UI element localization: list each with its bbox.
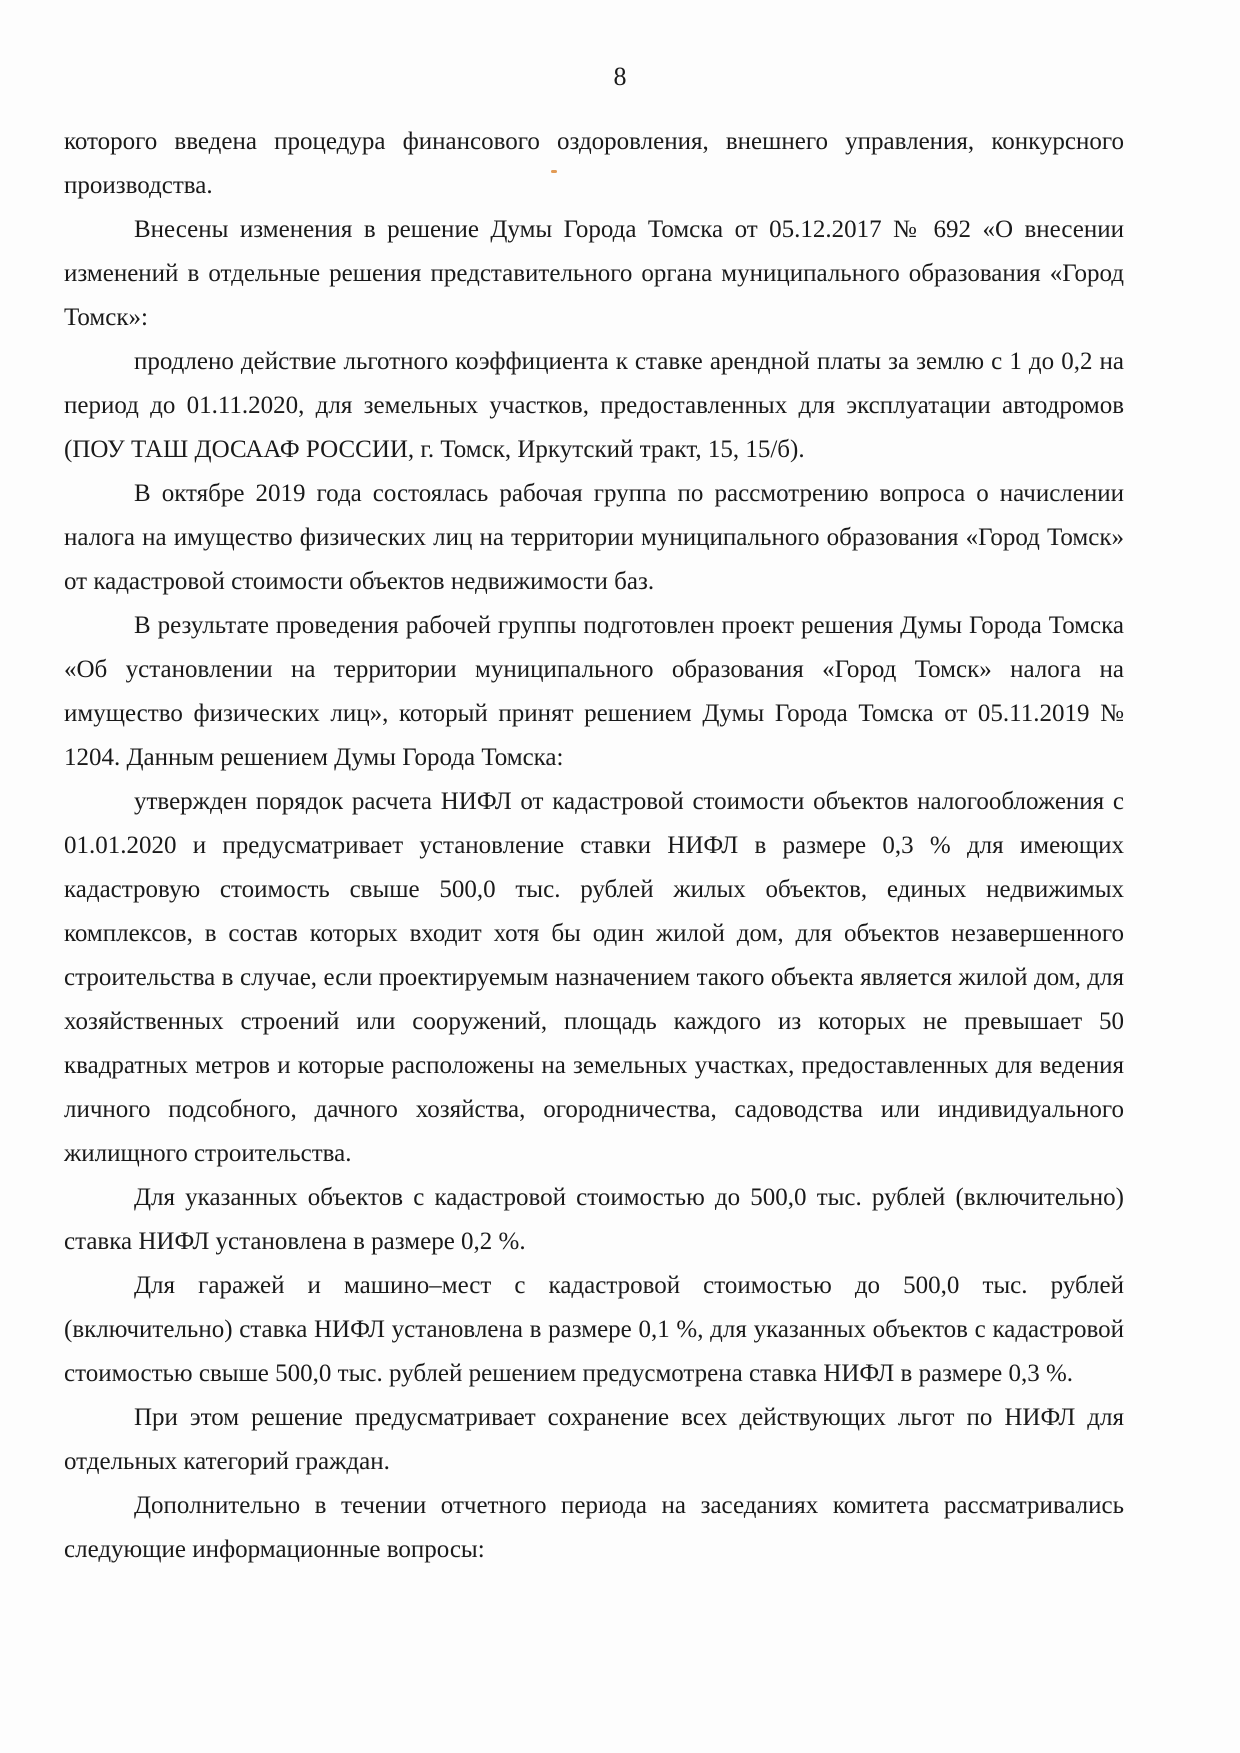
paragraph-nifl-order: утвержден порядок расчета НИФЛ от кадастровой стоимости объектов налогообложения с 01.01.2020 и предусматривает установление ставки НИФЛ в размере 0,3 % для имеющих кадастровую стоимость свыше 500,0 тыс. рублей жилых объектов, единых недвижимых комплексов, в состав которых входит хотя бы один жилой дом, для объектов незавершенного строительства в случае, если проектируемым назначением такого объекта является жилой дом, для хозяйственных строений или сооружений, площадь каждого из которых не превышает 50 квадратных метров и которые расположены на земельных участках, предоставленных для ведения личного подсобного, дачного хозяйства, огородничества, садоводства или индивидуального жилищного строительства. [64, 788, 1124, 1167]
paragraph-continuation: которого введена процедура финансового оздоровления, внешнего управления, конкурсного производства. [64, 128, 1124, 199]
paragraph-draft-decision: В результате проведения рабочей группы подготовлен проект решения Думы Города Томска «Об установлении на территории муниципального образования «Город Томск» налога на имущество физических лиц», который принят решением Думы Города Томска от 05.11.2019 № 1204. Данным решением Думы Города Томска: [64, 612, 1124, 771]
paragraph-land-coefficient: продлено действие льготного коэффициента к ставке арендной платы за землю с 1 до 0,2 на период до 01.11.2020, для земельных участков, предоставленных для эксплуатации автодромов (ПОУ ТАШ ДОСААФ РОССИИ, г. Томск, Иркутский тракт, 15, 15/б). [64, 348, 1124, 463]
paragraph-garages: Для гаражей и машино–мест с кадастровой стоимостью до 500,0 тыс. рублей (включительно) ставка НИФЛ установлена в размере 0,1 %, для указанных объектов с кадастровой стоимостью свыше 500,0 тыс. рублей решением предусмотрена ставка НИФЛ в размере 0,3 %. [64, 1272, 1124, 1387]
page-number: 8 [613, 62, 627, 91]
paragraph-additional-questions: Дополнительно в течении отчетного периода на заседаниях комитета рассматривались следующие информационные вопросы: [64, 1492, 1124, 1563]
paragraph-benefits: При этом решение предусматривает сохранение всех действующих льгот по НИФЛ для отдельных категорий граждан. [64, 1404, 1124, 1475]
paragraph-working-group: В октябре 2019 года состоялась рабочая группа по рассмотрению вопроса о начислении налога на имущество физических лиц на территории муниципального образования «Город Томск» от кадастровой стоимости объектов недвижимости баз. [64, 480, 1124, 595]
paragraph-amendments: Внесены изменения в решение Думы Города Томска от 05.12.2017 № 692 «О внесении изменений в отдельные решения представительного органа муниципального образования «Город Томск»: [64, 216, 1124, 331]
document-body [64, 120, 1124, 1572]
paragraph-rate-0-2: Для указанных объектов с кадастровой стоимостью до 500,0 тыс. рублей (включительно) ставка НИФЛ установлена в размере 0,2 %. [64, 1184, 1124, 1255]
